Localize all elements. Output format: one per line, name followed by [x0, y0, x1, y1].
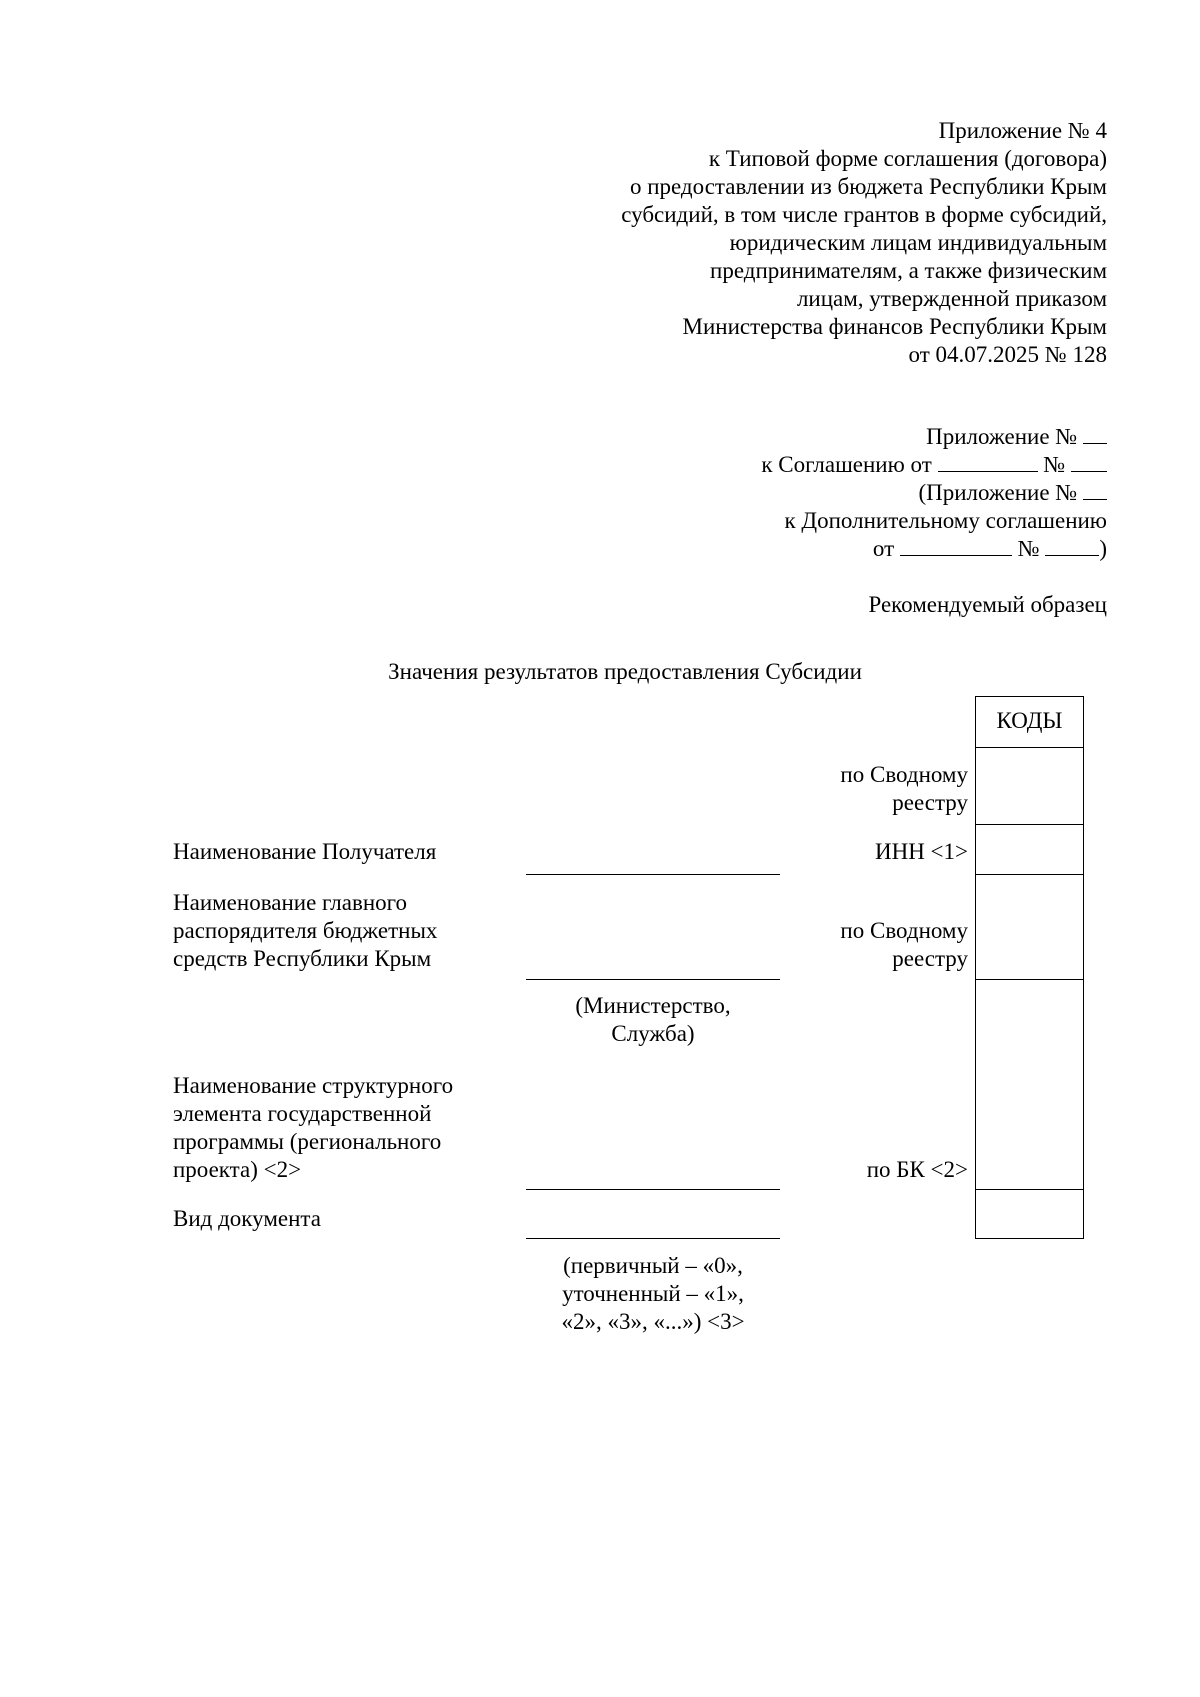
label-line: по Сводному [840, 762, 968, 787]
hint-line: (Министерство, [575, 993, 731, 1018]
hint-line: (первичный – «0», [563, 1253, 743, 1278]
additional-agreement-date-line [761, 535, 1107, 563]
appendix-header-line: лицам, утвержденной приказом [796, 286, 1107, 311]
hint-line: «2», «3», «...») <3> [561, 1309, 745, 1334]
appendix-header [621, 117, 1107, 369]
appendix-header-line: юридическим лицам индивидуальным [729, 230, 1107, 255]
manager-registry-label [840, 917, 968, 973]
number-sign: № [1043, 452, 1066, 477]
label-line: реестру [892, 790, 968, 815]
manager-fill-line [526, 979, 780, 980]
agreement-number-blank [1071, 452, 1107, 472]
code-cell-inn [976, 825, 1083, 875]
agreement-prefix: к Соглашению от [761, 452, 932, 477]
agreement-date-blank [938, 452, 1038, 472]
additional-appendix-line [761, 479, 1107, 507]
hint-line: Служба) [611, 1021, 695, 1046]
code-cell-bk [976, 980, 1083, 1190]
appendix-number-line [761, 423, 1107, 451]
label-line: средств Республики Крым [173, 946, 432, 971]
label-line: программы (регионального [173, 1129, 442, 1154]
number-sign: № [1017, 536, 1040, 561]
bk-label: по БК <2> [866, 1157, 968, 1182]
label-line: по Сводному [840, 918, 968, 943]
inn-label: ИНН <1> [874, 839, 968, 864]
agreement-reference [761, 423, 1107, 563]
recipient-fill-line [526, 874, 780, 875]
label-line: Наименование структурного [173, 1073, 454, 1098]
recipient-label: Наименование Получателя [173, 839, 437, 864]
codes-header: КОДЫ [976, 697, 1083, 748]
appendix-header-line: Министерства финансов Республики Крым [682, 314, 1107, 339]
appendix-label: Приложение № [926, 424, 1078, 449]
codes-table [975, 696, 1084, 1239]
structural-element-fill-line [526, 1189, 780, 1190]
label-line: распорядителя бюджетных [173, 918, 438, 943]
additional-date-blank [900, 536, 1012, 556]
label-line: элемента государственной [173, 1101, 432, 1126]
appendix-header-line: предпринимателям, а также физическим [710, 258, 1107, 283]
additional-number-blank [1045, 536, 1099, 556]
hint-line: уточненный – «1», [562, 1281, 744, 1306]
manager-label [173, 889, 437, 973]
additional-agreement-line: к Дополнительному соглашению [784, 508, 1107, 533]
code-cell-doc-type [976, 1190, 1083, 1238]
close-paren: ) [1099, 536, 1107, 561]
structural-element-label [173, 1072, 453, 1184]
label-line: проекта) <2> [173, 1157, 302, 1182]
consolidated-registry-label [840, 761, 968, 817]
doc-type-fill-line [526, 1238, 780, 1239]
doc-type-label: Вид документа [173, 1206, 321, 1231]
appendix-header-line: Приложение № 4 [938, 118, 1107, 143]
appendix-header-line: субсидий, в том числе грантов в форме субсидий, [621, 202, 1107, 227]
doc-type-hint [526, 1252, 780, 1336]
code-cell-consolidated-registry [976, 748, 1083, 825]
from-prefix: от [872, 536, 895, 561]
agreement-line [761, 451, 1107, 479]
label-line: Наименование главного [173, 890, 408, 915]
appendix-header-line: о предоставлении из бюджета Республики Крым [629, 174, 1107, 199]
code-cell-manager-registry [976, 875, 1083, 980]
recommended-sample: Рекомендуемый образец [868, 592, 1107, 617]
additional-appendix-label: (Приложение № [918, 480, 1078, 505]
additional-appendix-number-blank [1083, 480, 1107, 500]
label-line: реестру [892, 946, 968, 971]
form-title: Значения результатов предоставления Субсидии [388, 659, 862, 684]
appendix-header-line: от 04.07.2025 № 128 [908, 342, 1107, 367]
appendix-header-line: к Типовой форме соглашения (договора) [708, 146, 1107, 171]
appendix-number-blank [1083, 424, 1107, 444]
ministry-hint [526, 992, 780, 1048]
